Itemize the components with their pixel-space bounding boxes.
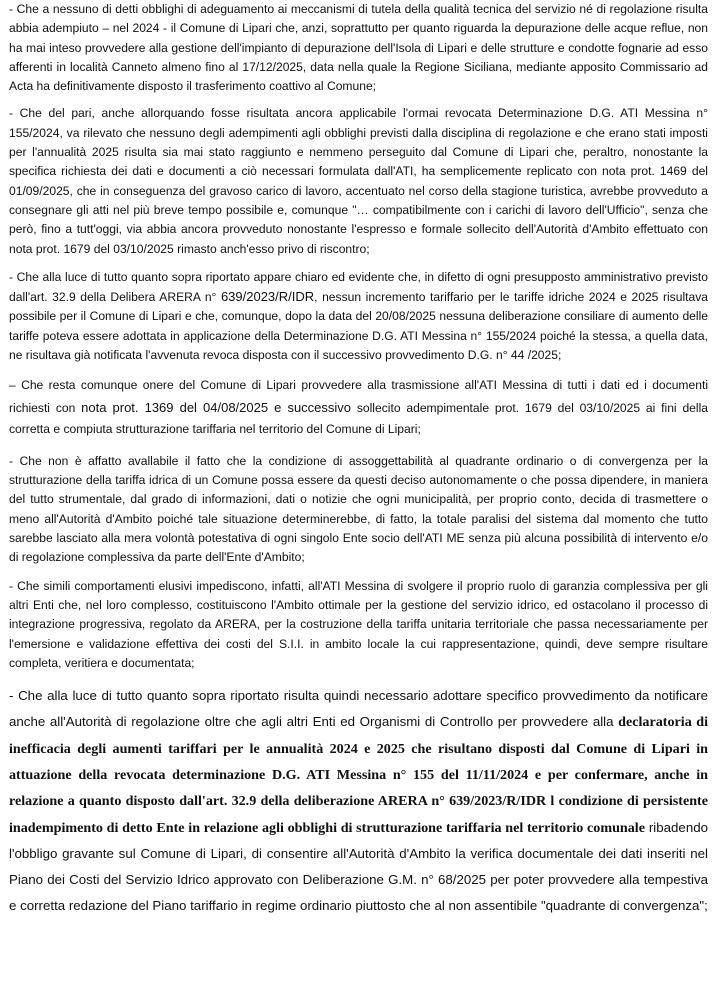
- paragraph-text-part: - Che alla luce di tutto quanto sopra riportato risulta quindi necessario adottare specifico provvedimento da notificare anche all'Autorità di regolazione oltre che agli altri Enti ed Organismi di Controllo per provvedere alla: [9, 688, 708, 730]
- paragraph-text-part: - Che alla luce di tutto quanto sopra riportato appare chiaro ed evidente che, in difetto di ogni presupposto amministrativo previsto dall'art. 32.9 della Delibera ARERA n°: [9, 269, 708, 305]
- paragraph-obblighi-qualita-tecnica: - Che a nessuno di detti obblighi di adeguamento ai meccanismi di tutela della qualità tecnica del servizio né di regolazione risulta abbia adempiuto – nel 2024 - il Comune di Lipari che, anzi, soprattutto per quanto riguarda la depurazione delle acque reflue, non ha mai inteso provvedere alla gestione dell'impianto di depurazione dell'Isola di Lipari e delle strutture e condotte fognarie ad esso afferenti in località Canneto almeno fino al 17/12/2025, data nella quale la Regione Siciliana, mediante apposito Commissario ad Acta ha definitivamente disposto il trasferimento coattivo al Comune;: [9, 2, 708, 94]
- paragraph-comportamenti-elusivi: - Che simili comportamenti elusivi impediscono, infatti, all'ATI Messina di svolgere il proprio ruolo di garanzia complessiva per gli altri Enti che, nel loro complesso, costituiscono l'Ambito ottimale per la gestione del servizio idrico, ed ostacolano il processo di integrazione progressiva, regolato da ARERA, per la costruzione della tariffa unitaria territoriale che passa necessariamente per l'emersione e validazione effettiva dei costi del S.I.I. in ambito locale la cui rappresentazione, quindi, deve sempre risultare completa, veritiera e documentata;: [9, 578, 708, 670]
- nota-protocollo: nota prot. 1369 del 04/08/2025 e successivo: [81, 399, 352, 415]
- paragraph-text-part: ribadendo l'obbligo gravante sul Comune di Lipari, di consentire all'Autorità d'Ambito la verifica documentale dei dati inseriti nel Piano dei Costi del Servizio Idrico approvato con Deliberazione G.M. n° 68/2025 per poter provvedere alla tempestiva e corretta redazione del Piano tariffario in regime ordinario piuttosto che al non assentibile "quadrante di convergenza";: [9, 819, 708, 914]
- paragraph-text-part: sollecito adempimentale prot. 1679 del 03/10/2025 ai fini della corretta e compiuta strutturazione tariffaria nel territorio del Comune di Lipari;: [9, 400, 708, 437]
- paragraph-declaratoria-inefficacia: [9, 683, 708, 920]
- paragraph-text-part: – Che resta comunque onere del Comune di Lipari provvedere alla trasmissione all'ATI Messina di tutti i dati ed i documenti richiesti con: [9, 378, 708, 415]
- paragraph-trasmissione-dati: [9, 375, 708, 441]
- delibera-number: 639/2023/R/IDR: [220, 289, 315, 305]
- paragraph-quadrante-convergenza: - Che non è affatto avallabile il fatto che la condizione di assoggettabilità al quadrante ordinario o di convergenza per la strutturazione della tariffa idrica di un Comune possa essere da questi deciso autonomamente o che possa dipendere, in maniera del tutto strumentale, dal grado di informazioni, dati o notizie che ogni municipalità, per proprio conto, decida di trasmettere o meno all'Autorità d'Ambito poiché tale situazione determinerebbe, di fatto, la totale paralisi del sistema dal momento che tutto sarebbe lasciato alla mera volontà potestativa di ogni singolo Ente socio dell'ATI ME senza più alcuna possibilità di intervento e/o di regolazione complessiva da parte dell'Ente d'Ambito;: [9, 453, 708, 565]
- paragraph-text-part: , nessun incremento tariffario per le tariffe idriche 2024 e 2025 risultava possibile per il Comune di Lipari e che, comunque, dopo la data del 20/08/2025 nessuna deliberazione consiliare di aumento delle tariffe poteva essere adottata in applicazione della Determinazione D.G. ATI Messina n° 155/2024 poiché la stessa, a quella data, ne risultava già notificata l'avvenuta revoca disposta con il successivo provvedimento D.G. n° 44 /2025;: [9, 290, 708, 363]
- paragraph-incremento-tariffario: [9, 268, 708, 365]
- declaratoria-bold-text: declaratoria di inefficacia degli aumenti tariffari per le annualità 2024 e 2025 che risultano disposti dal Comune di Lipari in attuazione della revocata determinazione D.G. ATI Messina n° 155 del 11/11/2024 e per confermare, anche in relazione a quanto disposto dall'art. 32.9 della deliberazione ARERA n° 639/2023/R/IDR l condizione di persistente inadempimento di detto Ente in relazione agli obblighi di strutturazione tariffaria nel territorio comunale: [9, 714, 708, 836]
- paragraph-determinazione-155-2024: - Che del pari, anche allorquando fosse risultata ancora applicabile l'ormai revocata Determinazione D.G. ATI Messina n° 155/2024, va rilevato che nessuno degli adempimenti agli obblighi previsti dalla disciplina di regolazione e che erano stati imposti per l'annualità 2025 risulta sia mai stato raggiunto e nemmeno perseguito dal Comune di Lipari che, peraltro, nonostante la specifica richiesta dei dati e documenti a ciò necessari formulata dall'ATI, ha semplicemente replicato con nota prot. 1469 del 01/09/2025, che in conseguenza del gravoso carico di lavoro, accentuato nel corso della stagione turistica, avrebbe provveduto a consegnare gli atti nel più breve tempo possibile e, comunque "… compatibilmente con i carichi di lavoro dell'Ufficio", senza che però, fino a tutt'oggi, via abbia ancora provveduto nonostante l'espresso e formale sollecito dell'Autorità d'Ambito effettuato con nota prot. 1679 del 03/10/2025 rimasto anch'esso privo di riscontro;: [9, 106, 708, 256]
